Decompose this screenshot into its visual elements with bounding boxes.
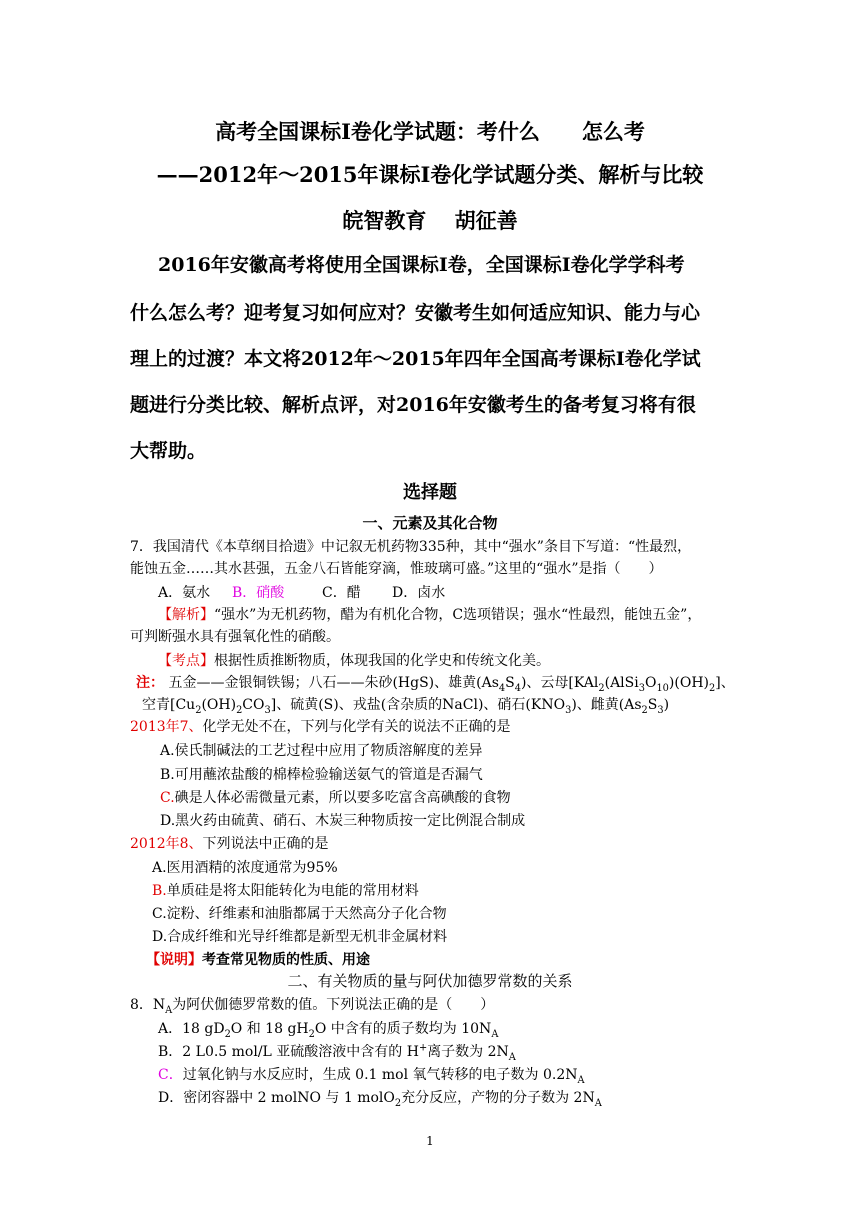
superscript: +: [418, 1042, 428, 1054]
analysis-text-1: “强水”为无机药物，醋为有机化合物，C选项错误；强水“性最烈，能蚀五金”，: [214, 607, 702, 623]
section-title: 选择题: [403, 482, 457, 503]
opt-text: B．2 L0.5 mol/L 亚硫酸溶液中含有的 H: [158, 1044, 419, 1060]
opt-text: 离子数为 2N: [427, 1044, 509, 1060]
note-text: 空青[Cu: [142, 697, 196, 713]
q8-option-c-letter: C．: [158, 1067, 183, 1083]
q2013-option-a: A.侯氏制碱法的工艺过程中应用了物质溶解度的差异: [160, 743, 483, 759]
analysis-line-1: [158, 604, 701, 624]
q7-option-b: B．硝酸: [232, 585, 285, 601]
subscript: 2: [394, 1097, 402, 1109]
q2012-option-c: C.淀粉、纤维素和油脂都属于天然高分子化合物: [152, 906, 447, 922]
subscript: 2: [195, 704, 202, 716]
note-text: S: [647, 697, 658, 713]
q8-option-b: [158, 1041, 516, 1061]
opt-text: A．18 gD: [158, 1021, 225, 1037]
q2013-stem: [130, 716, 511, 736]
analysis-tag: 【解析】: [158, 607, 214, 623]
q2013-option-c-letter: C.: [160, 790, 175, 806]
subscript: 3: [657, 704, 664, 716]
opt-text: O 和 18 gH: [230, 1021, 309, 1037]
note-line-2: [142, 694, 669, 714]
note-text: O: [644, 675, 657, 691]
subscript: 3: [638, 682, 645, 694]
note-text: )(OH): [668, 675, 709, 691]
q2013-option-c: [160, 787, 511, 807]
q7-option-d: D．卤水: [392, 585, 446, 601]
kaodian-line: [158, 650, 550, 670]
shuoming-text: 考查常见物质的性质、用途: [202, 952, 370, 968]
subscript: 2: [598, 682, 605, 694]
subscript: 10: [656, 682, 669, 694]
q2013-tag: 2013年7、: [130, 719, 203, 735]
q2012-option-b: [152, 880, 419, 900]
shuoming-tag: 【说明】: [146, 952, 202, 968]
kaodian-tag: 【考点】: [158, 653, 214, 669]
q8-text: 8．N: [130, 997, 166, 1013]
q2013-option-d: D.黑火药由硫黄、硝石、木炭三种物质按一定比例混合制成: [160, 813, 526, 829]
shuoming-line: [146, 949, 370, 969]
document-subtitle: ——2012年～2015年课标Ⅰ卷化学试题分类、解析与比较: [156, 162, 704, 187]
q2012-option-b-letter: B.: [152, 883, 167, 899]
q2012-option-a: A.医用酒精的浓度通常为95%: [152, 860, 338, 876]
subscript: A: [594, 1097, 602, 1109]
intro-line-2: 什么怎么考？迎考复习如何应对？安徽考生如何适应知识、能力与心: [130, 302, 701, 324]
subscript: 3: [565, 704, 572, 716]
page-number: 1: [426, 1134, 434, 1148]
q2012-tag: 2012年8、: [130, 836, 203, 852]
subscript: 4: [498, 682, 506, 694]
q8-option-a: [158, 1018, 498, 1038]
note-text: )、云母[KAl: [520, 675, 599, 691]
subscript: A: [577, 1074, 585, 1086]
opt-text: 充分反应，产物的分子数为 2N: [401, 1090, 595, 1106]
intro-line-3: 理上的过渡？本文将2012年～2015年四年全国高考课标Ⅰ卷化学试: [130, 348, 701, 370]
subscript: 4: [514, 682, 521, 694]
q2012-text: 下列说法中正确的是: [202, 836, 329, 852]
intro-line-5: 大帮助。: [130, 440, 207, 462]
q7-option-a: A．氨水: [158, 585, 211, 601]
q2012-stem: [130, 833, 329, 853]
subscript: 2: [709, 682, 716, 694]
q7-option-c: C．醋: [322, 585, 361, 601]
note-text: (AlSi: [604, 675, 639, 691]
note-text: ]、: [715, 675, 735, 691]
document-title: 高考全国课标Ⅰ卷化学试题：考什么 怎么考: [215, 119, 645, 144]
part1-heading: 一、元素及其化合物: [362, 514, 498, 532]
analysis-line-2: 可判断强水具有强氧化性的硝酸。: [130, 629, 340, 645]
q8-text: 为阿伏伽德罗常数的值。下列说法正确的是（ ）: [172, 997, 495, 1013]
subscript: A: [491, 1028, 499, 1040]
q7-stem-line-1: 7．我国清代《本草纲目拾遗》中记叙无机药物335种，其中“强水”条目下写道：“性最烈，: [130, 539, 692, 555]
q8-option-d: [158, 1087, 602, 1107]
note-text: S: [505, 675, 515, 691]
subscript: 2: [308, 1028, 315, 1040]
q8-stem: [130, 994, 494, 1014]
q2013-option-b: B.可用蘸浓盐酸的棉棒检验输送氨气的管道是否漏气: [160, 767, 483, 783]
q7-stem-line-2: 能蚀五金……其水甚强，五金八石皆能穿滴，惟玻璃可盛。”这里的“强水”是指（ ）: [130, 561, 663, 577]
opt-text: D．密闭容器中 2 molNO 与 1 molO: [158, 1090, 395, 1106]
subscript: 2: [641, 704, 648, 716]
note-line-1: [136, 672, 735, 692]
subscript: 2: [236, 704, 243, 716]
note-text: CO: [242, 697, 265, 713]
q2013-option-c-text: 碘是人体必需微量元素，所以要多吃富含高碘酸的食物: [174, 790, 511, 806]
note-tag: 注：: [136, 675, 164, 691]
note-text: (OH): [201, 697, 237, 713]
subscript: 2: [224, 1028, 231, 1040]
part2-heading: 二、有关物质的量与阿伏加德罗常数的关系: [287, 972, 573, 990]
subscript: A: [508, 1051, 516, 1063]
q2012-option-b-text: 单质硅是将太阳能转化为电能的常用材料: [166, 883, 419, 899]
note-text: ): [663, 697, 670, 713]
q8-option-c: [158, 1064, 585, 1084]
q2013-text: 化学无处不在，下列与化学有关的说法不正确的是: [202, 719, 511, 735]
subscript: A: [165, 1004, 173, 1016]
kaodian-text: 根据性质推断物质，体现我国的化学史和传统文化美。: [214, 653, 550, 669]
intro-line-4: 题进行分类比较、解析点评，对2016年安徽考生的备考复习将有很: [130, 394, 696, 416]
author-line: 皖智教育 胡征善: [342, 208, 518, 233]
note-text: )、雌黄(As: [571, 697, 642, 713]
subscript: 3: [264, 704, 271, 716]
note-text: ]、硫黄(S)、戎盐(含杂质的NaCl)、硝石(KNO: [270, 697, 566, 713]
opt-text: 过氧化钠与水反应时，生成 0.1 mol 氧气转移的电子数为 0.2N: [182, 1067, 578, 1083]
intro-line-1: 2016年安徽高考将使用全国课标Ⅰ卷，全国课标Ⅰ卷化学学科考: [158, 254, 685, 276]
q2012-option-d: D.合成纤维和光导纤维都是新型无机非金属材料: [152, 929, 448, 945]
note-text: 五金——金银铜铁锡；八石——朱砂(HgS)、雄黄(As: [168, 675, 499, 691]
opt-text: O 中含有的质子数均为 10N: [314, 1021, 492, 1037]
